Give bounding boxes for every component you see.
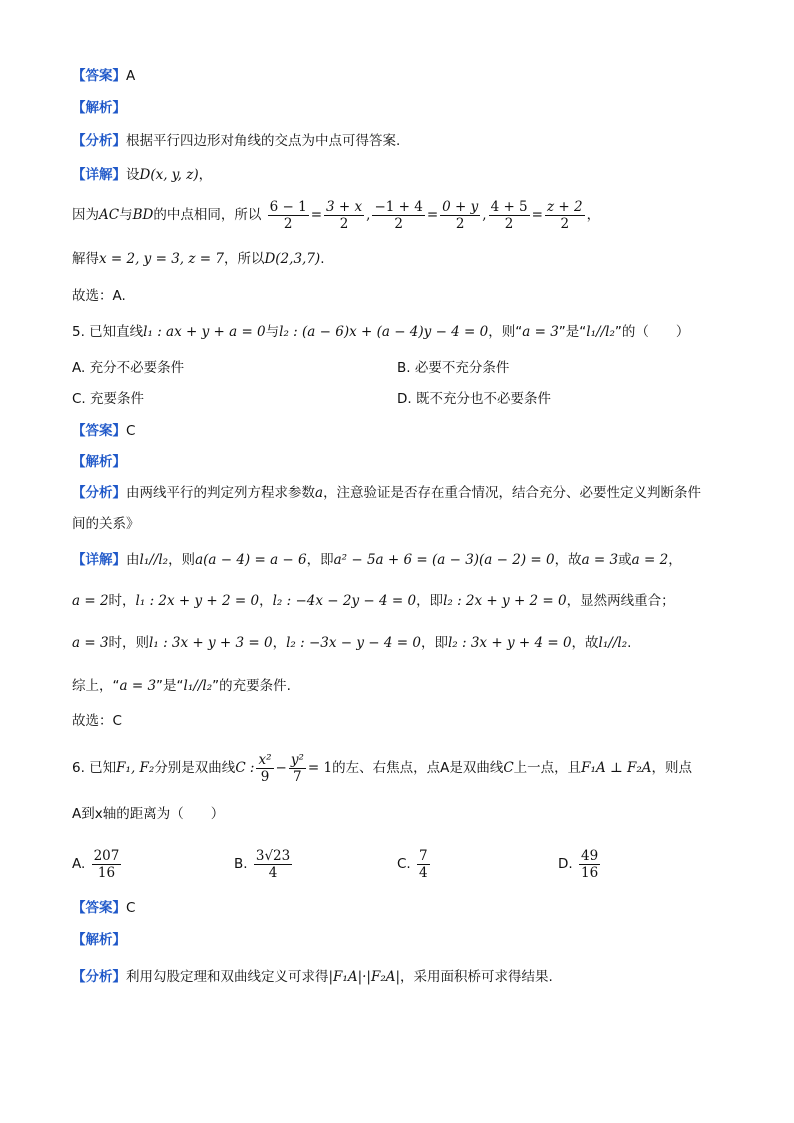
q4-choice-line [72, 286, 126, 306]
perp-condition: F₁A ⊥ F₂A [581, 760, 652, 776]
operator: = 1 [307, 760, 333, 776]
question-text: 分别是双曲线 [154, 760, 236, 776]
fraction-num: 207 [93, 847, 120, 864]
fraction-num: 6 − 1 [269, 198, 307, 215]
fraction-num: 4 + 5 [490, 198, 528, 215]
condition: l₁//l₂ [586, 324, 615, 340]
line-l1: l₁ : ax + y + a = 0 [143, 324, 266, 340]
fenxi-text: ，注意验证是否存在重合情况，结合充分、必要性定义判断条件 [323, 485, 702, 501]
q6-stem-line1 [72, 750, 692, 786]
math: l₁//l₂ [139, 552, 169, 568]
fenxi-tag: 【分析】 [72, 133, 126, 149]
detail-text: 或 [618, 552, 632, 568]
detail-text: ， [259, 593, 273, 609]
math: l₁//l₂ [598, 635, 628, 651]
question-text: ，则“ [488, 324, 523, 340]
math: a(a − 4) = a − 6 [195, 552, 307, 568]
fraction [417, 848, 430, 881]
q5-option-d [397, 389, 551, 409]
answer-value: C [126, 423, 136, 439]
fraction [256, 752, 273, 785]
q4-answer-line [72, 66, 135, 86]
detail-text: . [320, 251, 325, 267]
condition: a = 3 [522, 324, 559, 340]
detail-tag: 【详解】 [72, 167, 126, 183]
q5-option-c [72, 389, 144, 409]
detail-text: ， [272, 635, 287, 651]
q4-fenxi-line [72, 131, 400, 151]
fraction [324, 199, 364, 232]
answer-tag: 【答案】 [72, 68, 126, 84]
fenxi-text: 利用勾股定理和双曲线定义可求得 [126, 969, 329, 985]
fraction [92, 848, 122, 881]
detail-text: ，所以 [223, 251, 265, 267]
math: l₂ : 2x + y + 2 = 0 [443, 593, 567, 609]
option-letter: C. [397, 856, 411, 872]
q5-choice-line [72, 711, 122, 731]
option-text: 既不充分也不必要条件 [415, 391, 551, 407]
fraction-den: 16 [580, 864, 599, 881]
fraction-den: 2 [394, 215, 403, 232]
q4-midpoint-line: 因为AC与BD的中点相同，所以 $\frac{6 - 1}{2}$ = $\frac{3 + x}{2}$ , $\frac{-1 + 4}{2}$ = $\frac{0 + y}{2}$ , $\frac{4 + 5}{2}$ = $\frac{z + 2}{2}$ ， [72, 198, 601, 232]
fraction-num: 49 [580, 847, 599, 864]
question-text: 的左、右焦点，点A是双曲线 [332, 760, 504, 776]
q5-fenxi-line1 [72, 483, 701, 503]
math: l₁//l₂ [183, 678, 213, 694]
fraction [372, 199, 424, 232]
fraction-num: 3 + x [326, 198, 363, 215]
operator: − [275, 760, 287, 776]
curve-name: C [503, 760, 514, 776]
segment-bd: BD [132, 207, 154, 223]
solution: x = 2, y = 3, z = 7 [99, 251, 224, 267]
q5-detail-line2 [72, 591, 675, 611]
math: l₂ : 3x + y + 4 = 0 [447, 635, 572, 651]
detail-text: 与 [119, 207, 133, 223]
detail-text: ，故 [554, 552, 582, 568]
detail-text: 的中点相同，所以 [153, 207, 262, 223]
detail-text: . [627, 635, 632, 651]
fraction-num: 0 + y [442, 198, 479, 215]
q5-detail-line1 [72, 550, 682, 570]
fraction-num: z + 2 [546, 198, 583, 215]
fraction-den: 4 [268, 864, 278, 881]
analysis-tag: 【解析】 [72, 100, 126, 116]
point-d-value: D(2,3,7) [264, 251, 321, 267]
q6-option-b [234, 846, 294, 882]
option-letter: A. [72, 360, 86, 376]
q6-analysis-line [72, 930, 126, 950]
fraction-den: 2 [339, 215, 349, 232]
q6-option-c [397, 846, 432, 882]
math: a = 2 [72, 593, 109, 609]
fenxi-text: ，采用面积桥可求得结果. [400, 969, 553, 985]
detail-text: ，故 [571, 635, 599, 651]
option-text: 充要条件 [90, 391, 145, 407]
detail-text: ，显然两线重合； [566, 593, 675, 609]
analysis-tag: 【解析】 [72, 932, 126, 948]
fraction [268, 199, 309, 232]
detail-text: ， [198, 167, 213, 183]
choice-text: 故选：C [72, 713, 122, 729]
answer-value: C [126, 900, 136, 916]
fraction-den: 16 [97, 864, 116, 881]
fenxi-text: 间的关系》 [72, 516, 140, 532]
answer-tag: 【答案】 [72, 900, 126, 916]
detail-text: 综上，“ [72, 678, 120, 694]
fraction-den: 9 [260, 768, 270, 785]
math: a² − 5a + 6 = (a − 3)(a − 2) = 0 [333, 552, 555, 568]
fraction-den: 2 [560, 215, 570, 232]
option-text: 必要不充分条件 [414, 360, 510, 376]
fraction [489, 199, 530, 232]
q5-answer-line [72, 421, 135, 441]
q5-summary-line [72, 676, 291, 696]
fraction [579, 848, 600, 881]
choice-text: 故选：A. [72, 288, 126, 304]
question-text: ，则点 [651, 760, 693, 776]
detail-text: ，即 [420, 635, 448, 651]
fenxi-tag: 【分析】 [72, 969, 126, 985]
fenxi-tag: 【分析】 [72, 485, 126, 501]
q5-option-a [72, 358, 184, 378]
detail-text: ，即 [416, 593, 444, 609]
question-text: 6. 已知 [72, 760, 117, 776]
fraction-den: 2 [504, 215, 514, 232]
math: |F₁A|·|F₂A| [328, 969, 401, 985]
option-letter: B. [397, 360, 411, 376]
option-letter: B. [234, 856, 248, 872]
q5-stem [72, 322, 689, 342]
point-d: D(x, y, z) [139, 167, 199, 183]
question-text: A到x轴的距离为（ ） [72, 806, 225, 822]
math: l₁ : 3x + y + 3 = 0 [149, 635, 273, 651]
param-a: a [315, 485, 324, 501]
q6-option-d [558, 846, 602, 882]
math: l₁ : 2x + y + 2 = 0 [135, 593, 260, 609]
q6-stem-line2 [72, 804, 224, 824]
q5-fenxi-line2 [72, 514, 140, 534]
line-l2: l₂ : (a − 6)x + (a − 4)y − 4 = 0 [279, 324, 489, 340]
question-text: ”是“ [558, 324, 587, 340]
question-text: ”的（ ） [614, 324, 690, 340]
detail-text: 因为 [72, 207, 99, 223]
q6-option-a [72, 846, 123, 882]
math: a = 3 [72, 635, 109, 651]
fraction-den: 4 [419, 864, 428, 881]
fraction-num: 3√23 [255, 847, 291, 864]
answer-value: A [126, 68, 136, 84]
analysis-tag: 【解析】 [72, 454, 126, 470]
fraction-num: y² [290, 751, 304, 768]
curve-name: C : [235, 760, 255, 776]
option-letter: D. [397, 391, 412, 407]
q5-analysis-line [72, 452, 126, 472]
fraction-num: x² [258, 751, 272, 768]
question-text: 5. 已知直线 [72, 324, 144, 340]
math: a = 3 [581, 552, 619, 568]
q4-solve-line [72, 249, 324, 269]
detail-text: 时， [108, 593, 136, 609]
q5-option-b [397, 358, 509, 378]
option-text: 充分不必要条件 [89, 360, 185, 376]
detail-tag: 【详解】 [72, 552, 126, 568]
fenxi-text: 由两线平行的判定列方程求参数 [126, 485, 315, 501]
fraction [254, 848, 292, 881]
detail-text: 由 [126, 552, 140, 568]
fraction-den: 7 [293, 768, 302, 785]
detail-text: ， [668, 552, 682, 568]
option-letter: A. [72, 856, 86, 872]
foci: F₁, F₂ [116, 760, 155, 776]
detail-text: ”的充要条件. [212, 678, 291, 694]
fraction [545, 199, 585, 232]
fraction-den: 2 [455, 215, 465, 232]
q4-detail-line [72, 165, 212, 185]
math: a = 3 [119, 678, 157, 694]
fraction-num: −1 + 4 [374, 198, 423, 215]
detail-text: ，即 [306, 552, 334, 568]
math: l₂ : −3x − y − 4 = 0 [286, 635, 421, 651]
q4-analysis-line [72, 98, 126, 118]
q6-fenxi-line [72, 967, 553, 987]
math: a = 2 [631, 552, 669, 568]
fraction-den: 2 [283, 215, 293, 232]
q6-answer-line [72, 898, 135, 918]
detail-text: 时，则 [108, 635, 150, 651]
question-text: 上一点，且 [513, 760, 582, 776]
q5-detail-line3 [72, 633, 631, 653]
option-letter: D. [558, 856, 573, 872]
detail-text: 设 [126, 167, 140, 183]
fraction-num: 7 [419, 847, 428, 864]
fenxi-text: 根据平行四边形对角线的交点为中点可得答案. [126, 133, 401, 149]
answer-tag: 【答案】 [72, 423, 126, 439]
question-text: 与 [265, 324, 280, 340]
fraction [289, 752, 306, 785]
math: l₂ : −4x − 2y − 4 = 0 [272, 593, 417, 609]
detail-text: ，则 [168, 552, 196, 568]
detail-text: ”是“ [156, 678, 184, 694]
detail-text: 解得 [72, 251, 99, 267]
fraction [440, 199, 480, 232]
option-letter: C. [72, 391, 86, 407]
segment-ac: AC [99, 207, 120, 223]
